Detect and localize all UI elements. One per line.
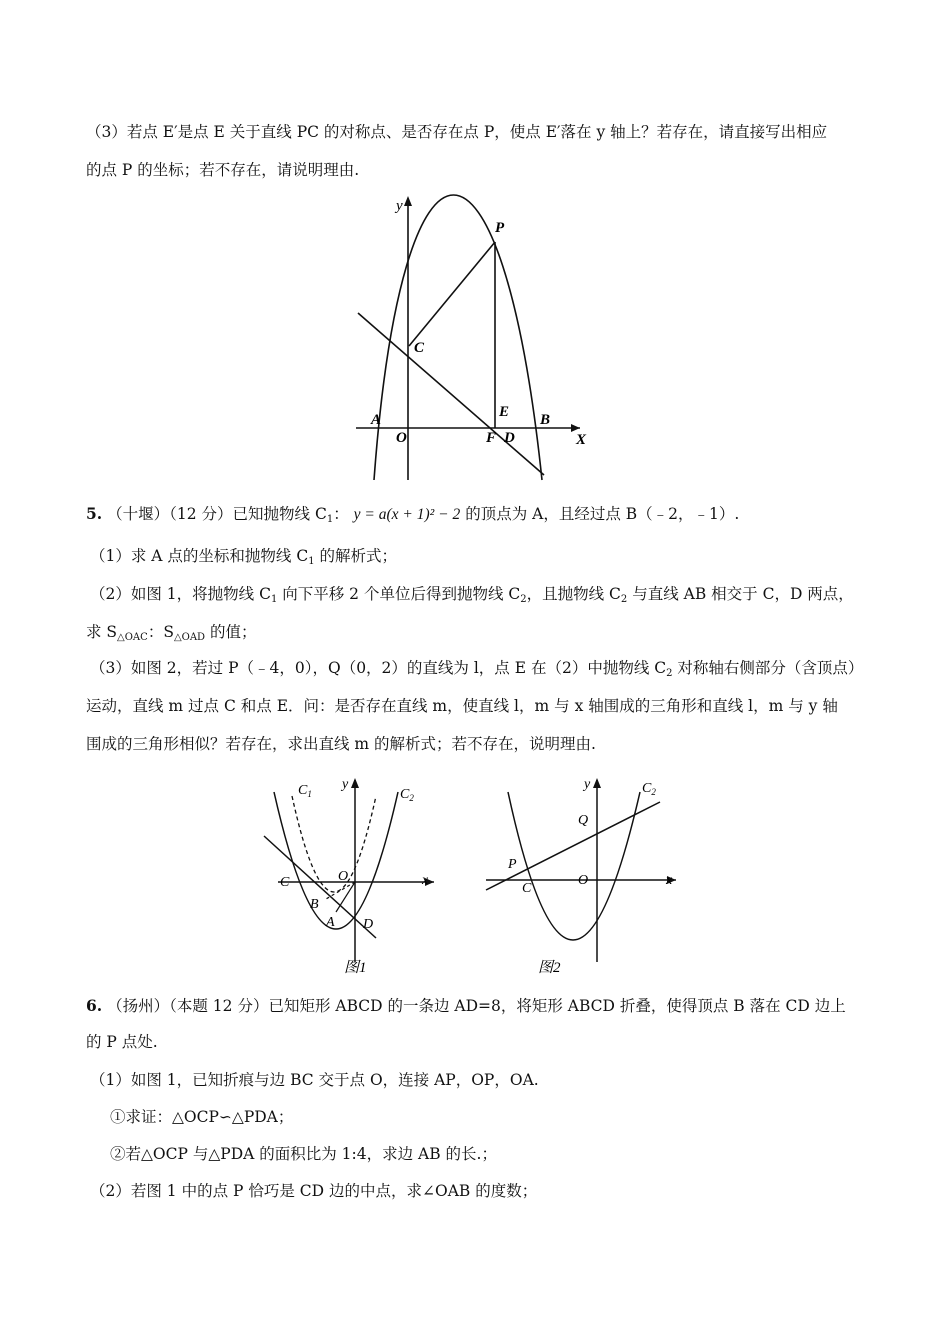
- figure-1-parabolas: [258, 772, 438, 978]
- line-bc: [358, 313, 544, 475]
- caption-fig2: 图2: [538, 960, 561, 976]
- label-x: X: [576, 432, 587, 448]
- q5-part2-line2: 求 $S_{\triangle OAC}$：$S_{\triangle OAD}$ 的值；: [86, 623, 257, 643]
- label-a: A: [371, 412, 382, 428]
- label-b: B: [540, 412, 551, 428]
- label-x: x: [666, 873, 673, 888]
- label-c: C: [414, 340, 425, 356]
- line-l: [486, 802, 660, 890]
- parabola-figure-pc: [352, 190, 592, 482]
- q6-part1: （1）如图 1，已知折痕与边 BC 交于点 O，连接 AP，OP，OA.: [90, 1071, 539, 1089]
- label-p: P: [508, 857, 517, 872]
- q5-formula: y = a(x + 1)² − 2: [353, 506, 461, 523]
- label-y: y: [342, 777, 349, 792]
- x-axis-arrow: [571, 424, 580, 432]
- q6-heading: [86, 996, 846, 1016]
- figure-2-parabola-line: [478, 772, 680, 978]
- label-f: F: [486, 430, 497, 446]
- q5-head-c: 的顶点为 A，且经过点 B（﹣2，﹣1）.: [465, 505, 740, 523]
- label-x: x: [422, 873, 429, 888]
- q5-part1: （1）求 A 点的坐标和抛物线 $C_1$ 的解析式；: [90, 547, 398, 567]
- label-o: O: [338, 869, 349, 884]
- label-c2: $C_2$: [400, 787, 414, 803]
- q6-part1-i: ①求证：△OCP∽△PDA；: [110, 1108, 294, 1126]
- q5-number: 5.: [86, 504, 103, 523]
- label-o: O: [578, 873, 589, 888]
- parabola-c1: [292, 796, 376, 892]
- q5-head-a: （十堰）（12 分）已知抛物线 C: [107, 505, 327, 523]
- y-axis-arrow: [593, 778, 601, 788]
- label-c: C: [280, 875, 290, 890]
- y-axis-arrow: [404, 196, 412, 206]
- q4-part3-line2: 的点 P 的坐标；若不存在，请说明理由.: [86, 161, 360, 179]
- label-c: C: [522, 881, 532, 896]
- q5-heading: 5. （十堰）（12 分）已知抛物线 $C_1$： y = a(x + 1)² − 2 的顶点为 A，且经过点 B（﹣2，﹣1）.: [86, 504, 740, 525]
- q5-part2-line1: （2）如图 1，将抛物线 $C_1$ 向下平移 2 个单位后得到抛物线 $C_2$，且抛物线 $C_2$ 与直线 AB 相交于 C，D 两点，: [90, 585, 854, 605]
- label-o: O: [396, 430, 407, 446]
- label-q: Q: [578, 813, 589, 828]
- label-y: y: [584, 777, 591, 792]
- q6-part1-ii: ②若△OCP 与△PDA 的面积比为 1:4，求边 AB 的长.；: [110, 1145, 497, 1163]
- label-p: P: [495, 220, 505, 236]
- q5-part3-line3: 围成的三角形相似？若存在，求出直线 m 的解析式；若不存在，说明理由.: [86, 735, 596, 753]
- q6-part2: （2）若图 1 中的点 P 恰巧是 CD 边的中点，求∠OAB 的度数；: [90, 1182, 538, 1200]
- parabola-c2: [274, 792, 398, 929]
- q6-number: 6.: [86, 996, 103, 1015]
- label-c1: $C_1$: [298, 783, 312, 799]
- q4-part3-line1: （3）若点 E′是点 E 关于直线 PC 的对称点、是否存在点 P，使点 E′落在 y 轴上？若存在，请直接写出相应: [86, 123, 828, 141]
- caption-fig1: 图1: [344, 960, 367, 976]
- q5-part3-line2: 运动，直线 m 过点 C 和点 E．问：是否存在直线 m，使直线 l，m 与 x 轴围成的三角形和直线 l，m 与 y 轴: [86, 697, 838, 715]
- label-d: D: [363, 917, 374, 932]
- label-e: E: [499, 404, 510, 420]
- segment-oa: [336, 882, 355, 912]
- q5-part3-line1: （3）如图 2，若过 P（﹣4，0），Q（0，2）的直线为 l，点 E 在（2）中抛物线 $C_2$ 对称轴右侧部分（含顶点）: [90, 659, 864, 679]
- label-c2: $C_2$: [642, 781, 656, 797]
- q6-head-line2: 的 P 点处.: [86, 1033, 158, 1051]
- label-d: D: [504, 430, 515, 446]
- segment-pc: [409, 242, 495, 346]
- parabola-c2: [508, 792, 640, 940]
- label-b: B: [310, 897, 319, 912]
- y-axis-arrow: [351, 778, 359, 788]
- q6-head: （扬州）（本题 12 分）已知矩形 ABCD 的一条边 AD=8，将矩形 ABCD 折叠，使得顶点 B 落在 CD 边上: [107, 997, 846, 1015]
- label-a: A: [326, 915, 335, 930]
- label-y: y: [396, 198, 403, 214]
